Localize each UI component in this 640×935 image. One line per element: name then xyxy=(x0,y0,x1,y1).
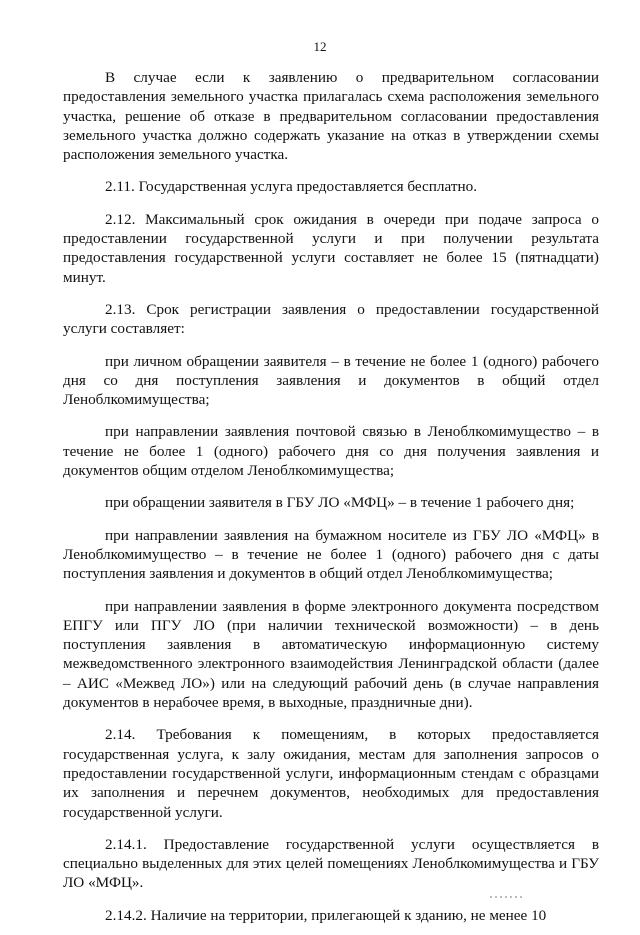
paragraph-2-14: 2.14. Требования к помещениям, в которых предоставляется государственная услуга, к залу ожидания, местам для заполнения запросов о предоставлении государственной услуги, информационным стендам с образцами их заполнения и перечнем документов, необходимых для предоставления государственной услуги. xyxy=(63,726,599,821)
paragraph-2-11: 2.11. Государственная услуга предоставляется бесплатно. xyxy=(105,178,478,196)
paragraph-personal-visit: при личном обращении заявителя – в течение не более 1 (одного) рабочего дня со дня поступления заявления и документов в общий отдел Леноблкомимущества; xyxy=(63,352,599,409)
scan-artifact xyxy=(490,896,524,898)
paragraph-2-13: 2.13. Срок регистрации заявления о предоставлении государственной услуги составляет: xyxy=(63,300,599,338)
document-body xyxy=(63,68,599,935)
paragraph-mfc-paper: при направлении заявления на бумажном носителе из ГБУ ЛО «МФЦ» в Леноблкомимущество – в течение не более 1 (одного) рабочего дня с даты поступления заявления и документов в общий отдел Леноблкомимущества; xyxy=(63,526,599,583)
paragraph-electronic: при направлении заявления в форме электронного документа посредством ЕПГУ или ПГУ ЛО (при наличии технической возможности) – в день поступления заявления в автоматическую информационную систему межведомственного электронного взаимодействия Ленинградской области (далее – АИС «Межвед ЛО») или на следующий рабочий день (в случае направления документов в нерабочее время, в выходные, праздничные дни). xyxy=(63,597,599,712)
paragraph-postal: при направлении заявления почтовой связью в Леноблкомимущество – в течение не более 1 (одного) рабочего дня со дня получения заявления и документов общим отделом Леноблкомимущества; xyxy=(63,423,599,480)
paragraph-2-12: 2.12. Максимальный срок ожидания в очереди при подаче запроса о предоставлении государственной услуги и при получении результата предоставления государственной услуги составляет не более 15 (пятнадцати) минут. xyxy=(63,210,599,286)
paragraph-refusal-scheme: В случае если к заявлению о предварительном согласовании предоставления земельного участка прилагалась схема расположения земельного участка, решение об отказе в предварительном согласовании предоставления земельного участка должно содержать указание на отказ в утверждении схемы расположения земельного участка. xyxy=(63,69,599,164)
paragraph-2-14-2: 2.14.2. Наличие на территории, прилегающей к зданию, не менее 10 xyxy=(105,906,547,924)
paragraph-2-14-1: 2.14.1. Предоставление государственной услуги осуществляется в специально выделенных для этих целей помещениях Леноблкомимущества и ГБУ ЛО «МФЦ». xyxy=(63,835,599,892)
paragraph-mfc-visit: при обращении заявителя в ГБУ ЛО «МФЦ» – в течение 1 рабочего дня; xyxy=(105,494,575,512)
page-number: 12 xyxy=(313,39,327,54)
